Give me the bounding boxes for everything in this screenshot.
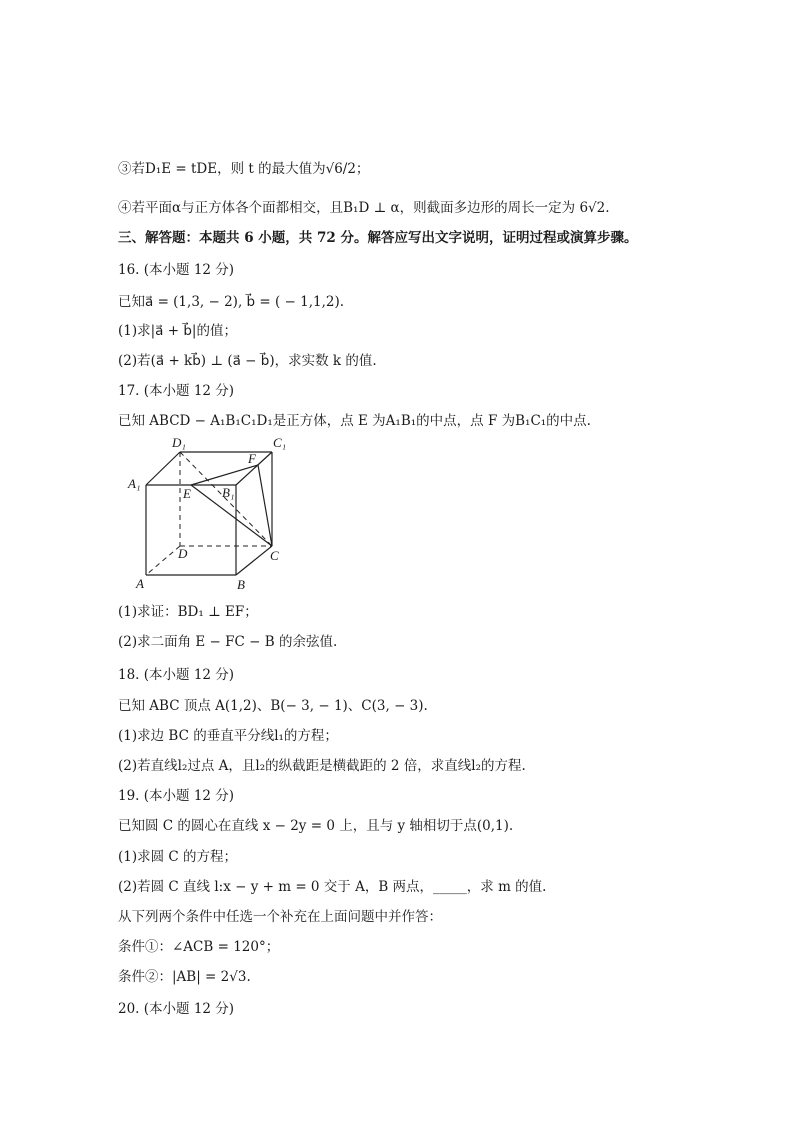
- q19-choose: 从下列两个条件中任选一个补充在上面问题中并作答：: [118, 909, 442, 925]
- label-C: C: [270, 548, 279, 563]
- q16-given: 已知a⃗ = (1,3, − 2), b⃗ = ( − 1,1,2).: [118, 294, 345, 310]
- q19-part2: (2)若圆 C 直线 l:x − y + m = 0 交于 A，B 两点，_____，求 m 的值.: [118, 879, 547, 895]
- label-B: B: [237, 577, 245, 590]
- q18-given: 已知 ABC 顶点 A(1,2)、B(− 3, − 1)、C(3, − 3).: [118, 698, 428, 714]
- q20-title: 20. (本小题 12 分): [118, 1001, 235, 1017]
- label-A1: A₁: [128, 476, 141, 491]
- q18-part2: (2)若直线l₂过点 A，且l₂的纵截距是横截距的 2 倍，求直线l₂的方程.: [118, 758, 526, 774]
- q18-part1: (1)求边 BC 的垂直平分线l₁的方程；: [118, 728, 338, 744]
- option-4: ④若平面α与正方体各个面都相交，且B₁D ⊥ α，则截面多边形的周长一定为 6√2.: [118, 200, 610, 216]
- segment-FC: [258, 465, 272, 546]
- q18-title: 18. (本小题 12 分): [118, 667, 235, 683]
- q17-given: 已知 ABCD − A₁B₁C₁D₁是正方体，点 E 为A₁B₁的中点，点 F 为B₁C₁的中点.: [118, 413, 591, 429]
- label-E: E: [183, 486, 191, 501]
- edge-A1D1: [146, 452, 180, 485]
- q17-title: 17. (本小题 12 分): [118, 383, 235, 399]
- label-D1: D₁: [172, 435, 186, 450]
- q16-title: 16. (本小题 12 分): [118, 262, 235, 278]
- segment-EF: [191, 465, 258, 485]
- label-D: D: [178, 546, 188, 561]
- cube-figure: [118, 430, 298, 590]
- q16-part1: (1)求|a⃗ + b⃗|的值；: [118, 323, 237, 339]
- q19-given: 已知圆 C 的圆心在直线 x − 2y = 0 上，且与 y 轴相切于点(0,1).: [118, 818, 514, 834]
- label-A: A: [136, 576, 144, 590]
- q16-part2: (2)若(a⃗ + kb⃗) ⊥ (a⃗ − b⃗)，求实数 k 的值.: [118, 353, 377, 369]
- section-heading: 三、解答题：本题共 6 小题，共 72 分。解答应写出文字说明，证明过程或演算步骤。: [118, 230, 638, 246]
- q19-condition1: 条件①：∠ACB = 120°；: [118, 939, 280, 955]
- edge-CB: [236, 546, 272, 575]
- label-B1: B₁: [222, 485, 235, 500]
- option-3: ③若D₁E = tDE，则 t 的最大值为√6/2；: [118, 161, 370, 177]
- label-F: F: [248, 451, 256, 466]
- q17-part1: (1)求证：BD₁ ⊥ EF；: [118, 604, 258, 620]
- q19-title: 19. (本小题 12 分): [118, 788, 235, 804]
- label-C1: C₁: [273, 435, 287, 450]
- hidden-edge-DA: [146, 546, 180, 575]
- q19-part1: (1)求圆 C 的方程；: [118, 849, 238, 865]
- q17-part2: (2)求二面角 E − FC − B 的余弦值.: [118, 634, 338, 650]
- q19-condition2: 条件②：|AB| = 2√3.: [118, 969, 251, 985]
